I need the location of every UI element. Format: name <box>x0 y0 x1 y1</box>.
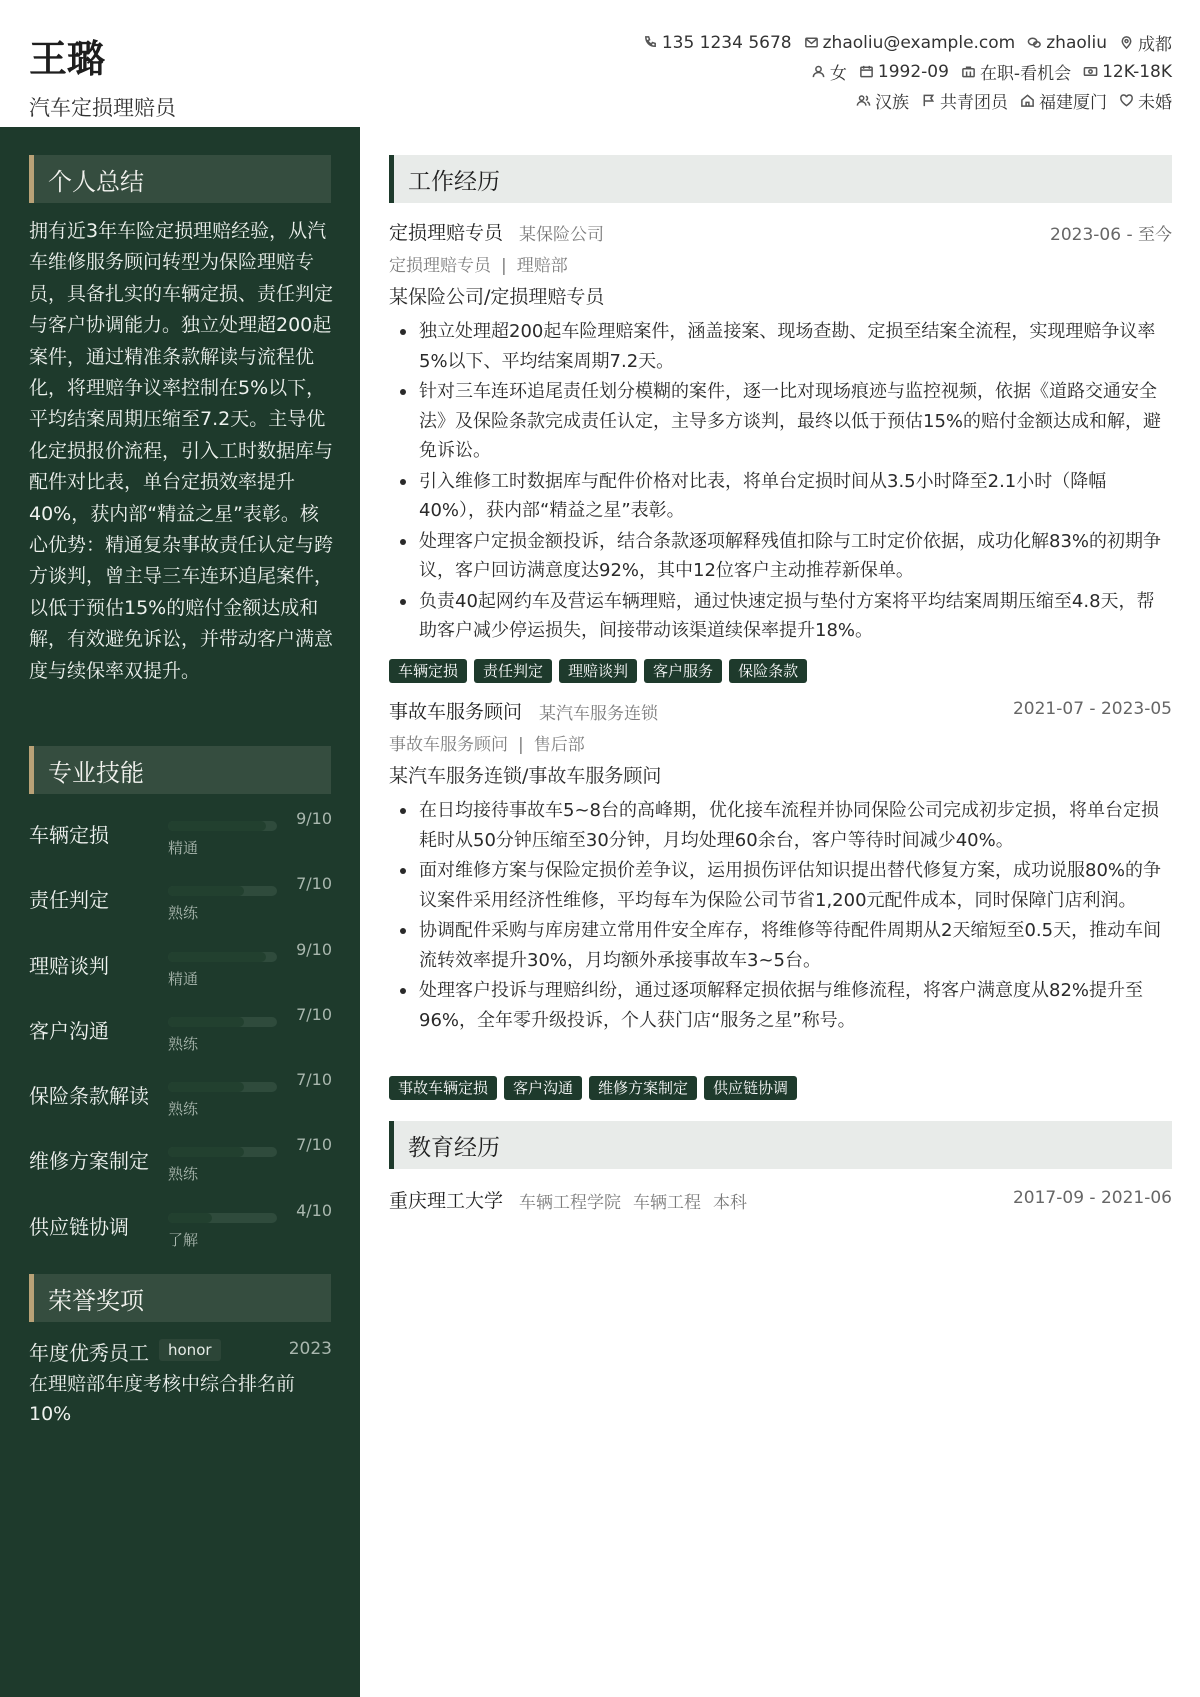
job-bullets <box>389 317 1172 647</box>
separator: | <box>501 256 507 276</box>
job-header <box>389 218 1172 246</box>
job-subtitle <box>389 251 568 276</box>
contact-text: 135 1234 5678 <box>661 32 792 53</box>
skill-score: 9/10 <box>296 809 332 828</box>
skill-level: 熟练 <box>168 1165 199 1183</box>
honor-row <box>29 1337 332 1367</box>
skill-name: 理赔谈判 <box>29 954 109 978</box>
candidate-name: 王璐 <box>29 37 106 81</box>
skill-bar <box>168 1082 277 1092</box>
job-company: 某汽车服务连锁 <box>539 704 658 724</box>
skill-row <box>29 938 332 988</box>
skill-row <box>29 1068 332 1118</box>
calendar-icon <box>859 64 874 79</box>
list-item: 独立处理超200起车险理赔案件，涵盖接案、现场查勘、定损至结案全流程，实现理赔争议率5%以下、平均结案周期7.2天。 <box>389 317 1172 376</box>
list-item: 针对三车连环追尾责任划分模糊的案件，逐一比对现场痕迹与监控视频，依据《道路交通安全法》及保险条款完成责任认定，主导多方谈判，最终以低于预估15%的赔付金额达成和解，避免诉讼。 <box>389 377 1172 466</box>
edu-meta <box>519 1188 747 1213</box>
job-role: 定损理赔专员 <box>389 222 504 244</box>
contact-politics <box>921 88 1008 113</box>
job-position: 事故车服务顾问 <box>389 735 508 755</box>
skill-row <box>29 872 332 922</box>
skill-name: 责任判定 <box>29 888 109 912</box>
skill-tag: 供应链协调 <box>704 1076 797 1100</box>
honor-description: 在理赔部年度考核中综合排名前10% <box>29 1373 296 1425</box>
edu-school: 重庆理工大学 <box>389 1190 504 1212</box>
skill-level: 熟练 <box>168 904 199 922</box>
flag-icon <box>921 93 936 108</box>
honors-section-title: 荣誉奖项 <box>29 1274 331 1322</box>
skill-bar-fill <box>168 1147 244 1157</box>
honor-year: 2023 <box>288 1339 332 1359</box>
contact-phone <box>643 33 792 53</box>
skill-bar <box>168 952 277 962</box>
contact-wechat <box>1027 33 1107 53</box>
contact-text: 共青团员 <box>940 93 1008 113</box>
contact-text: 未婚 <box>1138 93 1172 113</box>
job-bullets <box>389 796 1172 1036</box>
skill-level: 熟练 <box>168 1100 199 1118</box>
job-org: 某保险公司/定损理赔专员 <box>389 286 605 308</box>
heart-icon <box>1119 93 1134 108</box>
list-item: 负责40起网约车及营运车辆理赔，通过快速定损与垫付方案将平均结案周期压缩至4.8天，帮助客户减少停运损失，间接带动该渠道续保率提升18%。 <box>389 587 1172 646</box>
job-position: 定损理赔专员 <box>389 256 491 276</box>
contact-text: 在职-看机会 <box>979 64 1072 84</box>
list-item: 处理客户定损金额投诉，结合条款逐项解释残值扣除与工时定价依据，成功化解83%的初期争议，客户回访满意度达92%，其中12位客户主动推荐新保单。 <box>389 527 1172 586</box>
location-icon <box>1119 35 1134 50</box>
contact-line-1 <box>643 30 1172 55</box>
contact-text: zhaoliu@example.com <box>822 32 1016 53</box>
edu-date: 2017-09 - 2021-06 <box>1012 1188 1172 1208</box>
skill-name: 供应链协调 <box>29 1215 129 1239</box>
home-icon <box>1020 93 1035 108</box>
contact-text: 1992-09 <box>877 61 949 82</box>
candidate-title: 汽车定损理赔员 <box>29 96 176 120</box>
skill-bar <box>168 886 277 896</box>
job-date: 2023-06 - 至今 <box>1050 225 1172 245</box>
skill-score: 9/10 <box>296 940 332 959</box>
contact-location <box>1119 30 1172 55</box>
skill-bar-fill <box>168 1082 244 1092</box>
contact-text: zhaoliu <box>1046 32 1107 53</box>
contact-text: 汉族 <box>875 93 909 113</box>
job-header <box>389 697 1172 725</box>
skill-tag: 车辆定损 <box>389 659 467 683</box>
skill-level: 熟练 <box>168 1035 199 1053</box>
mail-icon <box>804 35 819 50</box>
skill-score: 4/10 <box>296 1201 332 1220</box>
job-company: 某保险公司 <box>519 225 604 245</box>
skill-tag: 客户服务 <box>644 659 722 683</box>
skill-name: 客户沟通 <box>29 1019 109 1043</box>
list-item: 处理客户投诉与理赔纠纷，通过逐项解释定损依据与维修流程，将客户满意度从82%提升至96%，全年零升级投诉，个人获门店“服务之星”称号。 <box>389 976 1172 1035</box>
edu-college: 车辆工程学院 <box>519 1193 621 1213</box>
contact-marital <box>1119 88 1172 113</box>
contact-ethnicity <box>856 88 909 113</box>
contact-salary <box>1083 62 1172 82</box>
list-item: 在日均接待事故车5~8台的高峰期，优化接车流程并协同保险公司完成初步定损，将单台定损耗时从50分钟压缩至30分钟，月均处理60余台，客户等待时间减少40%。 <box>389 796 1172 855</box>
skill-name: 保险条款解读 <box>29 1084 149 1108</box>
skill-bar-fill <box>168 1017 244 1027</box>
skill-score: 7/10 <box>296 1070 332 1089</box>
phone-icon <box>643 35 658 50</box>
wechat-icon <box>1027 35 1042 50</box>
skill-bar-fill <box>168 1213 212 1223</box>
skill-bar-fill <box>168 952 266 962</box>
honor-badge: honor <box>159 1339 221 1361</box>
skill-bar <box>168 1017 277 1027</box>
skill-tag: 保险条款 <box>729 659 807 683</box>
resume-header <box>0 0 1200 127</box>
separator: | <box>518 735 524 755</box>
summary-section-title: 个人总结 <box>29 155 331 203</box>
job-subtitle <box>389 730 585 755</box>
job-tags <box>389 1076 797 1100</box>
contact-text: 成都 <box>1138 35 1172 55</box>
education-row <box>389 1186 1172 1214</box>
skill-bar <box>168 1213 277 1223</box>
skill-name: 维修方案制定 <box>29 1149 149 1173</box>
people-icon <box>856 93 871 108</box>
skill-bar <box>168 821 277 831</box>
skill-tag: 事故车辆定损 <box>389 1076 497 1100</box>
skill-score: 7/10 <box>296 874 332 893</box>
skill-bar-fill <box>168 886 244 896</box>
skill-score: 7/10 <box>296 1005 332 1024</box>
contact-hometown <box>1020 88 1107 113</box>
list-item: 面对维修方案与保险定损价差争议，运用损伤评估知识提出替代修复方案，成功说服80%的争议案件采用经济性维修，平均每车为保险公司节省1,200元配件成本，同时保障门店利润。 <box>389 856 1172 915</box>
contact-text: 女 <box>829 64 847 84</box>
job-department: 售后部 <box>533 735 585 755</box>
skill-score: 7/10 <box>296 1135 332 1154</box>
skill-tag: 责任判定 <box>474 659 552 683</box>
contact-line-3 <box>856 88 1172 113</box>
contact-birth <box>859 62 949 82</box>
job-org: 某汽车服务连锁/事故车服务顾问 <box>389 765 662 787</box>
summary-text: 拥有近3年车险定损理赔经验，从汽车维修服务顾问转型为保险理赔专员，具备扎实的车辆定损、责任判定与客户协调能力。独立处理超200起案件，通过精准条款解读与流程优化，将理赔争议率控制在5%以下，平均结案周期压缩至7.2天。主导优化定损报价流程，引入工时数据库与配件对比表，单台定损效率提升40%，获内部“精益之星”表彰。核心优势：精通复杂事故责任认定与跨方谈判，曾主导三车连环追尾案件，以低于预估15%的赔付金额达成和解，有效避免诉讼，并带动客户满意度与续保率双提升。 <box>29 220 334 682</box>
work-section-title: 工作经历 <box>389 155 1172 203</box>
list-item: 协调配件采购与库房建立常用件安全库存，将维修等待配件周期从2天缩短至0.5天，推动车间流转效率提升30%，月均额外承接事故车3~5台。 <box>389 916 1172 975</box>
edu-degree: 本科 <box>713 1193 747 1213</box>
skill-tag: 理赔谈判 <box>559 659 637 683</box>
skills-section-title: 专业技能 <box>29 746 331 794</box>
job-department: 理赔部 <box>516 256 568 276</box>
skill-tag: 维修方案制定 <box>589 1076 697 1100</box>
edu-major: 车辆工程 <box>633 1193 701 1213</box>
list-item: 引入维修工时数据库与配件价格对比表，将单台定损时间从3.5小时降至2.1小时（降幅40%），获内部“精益之星”表彰。 <box>389 467 1172 526</box>
job-role: 事故车服务顾问 <box>389 701 523 723</box>
contact-gender <box>811 59 847 84</box>
skill-tag: 客户沟通 <box>504 1076 582 1100</box>
contact-status <box>961 59 1071 84</box>
money-icon <box>1083 64 1098 79</box>
job-tags <box>389 659 807 683</box>
skill-bar-fill <box>168 821 266 831</box>
contact-text: 12K-18K <box>1102 61 1172 82</box>
skill-row <box>29 807 332 857</box>
skill-level: 精通 <box>168 970 199 988</box>
honor-name: 年度优秀员工 <box>29 1341 149 1365</box>
education-section-title: 教育经历 <box>389 1121 1172 1169</box>
contact-text: 福建厦门 <box>1039 93 1107 113</box>
skill-name: 车辆定损 <box>29 823 109 847</box>
skill-bar <box>168 1147 277 1157</box>
briefcase-icon <box>961 64 976 79</box>
job-date: 2021-07 - 2023-05 <box>1012 699 1172 719</box>
contact-line-2 <box>811 59 1172 84</box>
skill-level: 精通 <box>168 839 199 857</box>
skill-level: 了解 <box>168 1231 199 1249</box>
user-icon <box>811 64 826 79</box>
skill-row <box>29 1199 332 1249</box>
skill-row <box>29 1003 332 1053</box>
contact-email <box>804 33 1016 53</box>
skill-row <box>29 1133 332 1183</box>
